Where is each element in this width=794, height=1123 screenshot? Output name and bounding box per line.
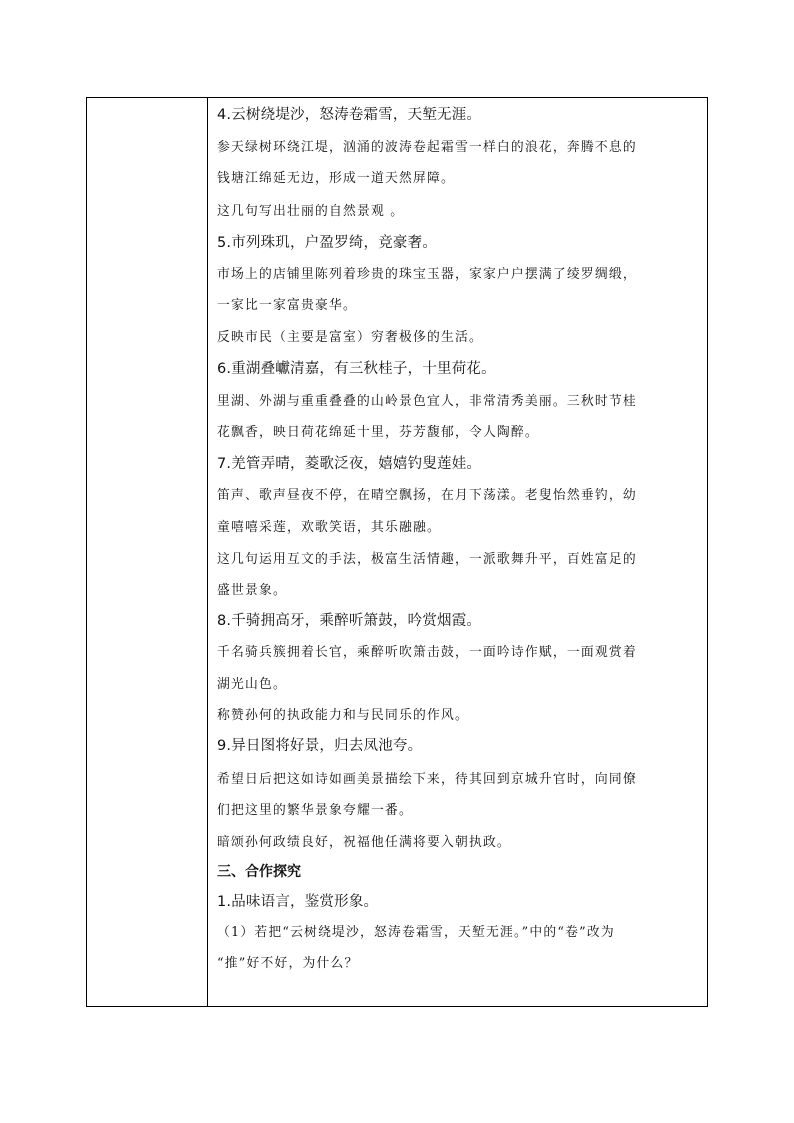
paragraph-line: 一家比一家富贵豪华。 [217,298,357,313]
heading-line-4: 4.云树绕堤沙，怒涛卷霜雪，天堑无涯。 [217,107,482,123]
paragraph-line: 市场上的店铺里陈列着珍贵的珠宝玉器，家家户户摆满了绫罗绸缎， [217,267,637,282]
paragraph-line: 这几句写出壮丽的自然景观 。 [217,204,405,219]
paragraph-line: 童嘻嘻采莲，欢歌笑语，其乐融融。 [217,520,441,535]
paragraph-line: 参天绿树环绕江堤，汹涌的波涛卷起霜雪一样白的浪花，奔腾不息的 [217,140,637,155]
paragraph-line: 湖光山色。 [217,677,287,692]
heading-line-9: 9.异日图将好景，归去凤池夸。 [217,738,423,754]
question-line: “推”好不好，为什么？ [217,956,359,971]
heading-line-8: 8.千骑拥高牙，乘醉听箫鼓，吟赏烟霞。 [217,613,482,629]
paragraph-line: 里湖、外湖与重重叠叠的山岭景色宜人，非常清秀美丽。三秋时节桂 [217,394,637,409]
heading-line-5: 5.市列珠玑，户盈罗绮，竞豪奢。 [217,235,438,251]
paragraph-line: 这几句运用互文的手法，极富生活情趣，一派歌舞升平，百姓富足的 [217,552,637,567]
question-line: （1）若把“云树绕堤沙，怒涛卷霜雪，天堑无涯。”中的“卷”改为 [217,925,615,940]
paragraph-line: 们把这里的繁华景象夸耀一番。 [217,803,413,818]
paragraph-line: 暗颂孙何政绩良好，祝福他任满将要入朝执政。 [217,835,511,850]
heading-line-6: 6.重湖叠巘清嘉，有三秋桂子，十里荷花。 [217,361,496,377]
heading-line-7: 7.羌管弄晴，菱歌泛夜，嬉嬉钓叟莲娃。 [217,456,482,472]
paragraph-line: 笛声、歌声昼夜不停，在晴空飘扬，在月下荡漾。老叟怡然垂钓，幼 [217,488,637,503]
paragraph-line: 千名骑兵簇拥着长官，乘醉听吹箫击鼓，一面吟诗作赋，一面观赏着 [217,645,637,660]
paragraph-line: 钱塘江绵延无边，形成一道天然屏障。 [217,171,455,186]
paragraph-line: 称赞孙何的执政能力和与民同乐的作风。 [217,708,469,723]
lesson-table [86,97,708,1007]
section-heading: 三、合作探究 [217,864,301,880]
paragraph-line: 希望日后把这如诗如画美景描绘下来，待其回到京城升官时，向同僚 [217,772,637,787]
column-divider [207,98,208,1006]
paragraph-line: 花飘香，映日荷花绵延十里，芬芳馥郁，令人陶醉。 [217,425,539,440]
paragraph-line: 盛世景象。 [217,583,287,598]
question-heading: 1.品味语言，鉴赏形象。 [217,894,379,910]
paragraph-line: 反映市民（主要是富室）穷奢极侈的生活。 [217,330,483,345]
